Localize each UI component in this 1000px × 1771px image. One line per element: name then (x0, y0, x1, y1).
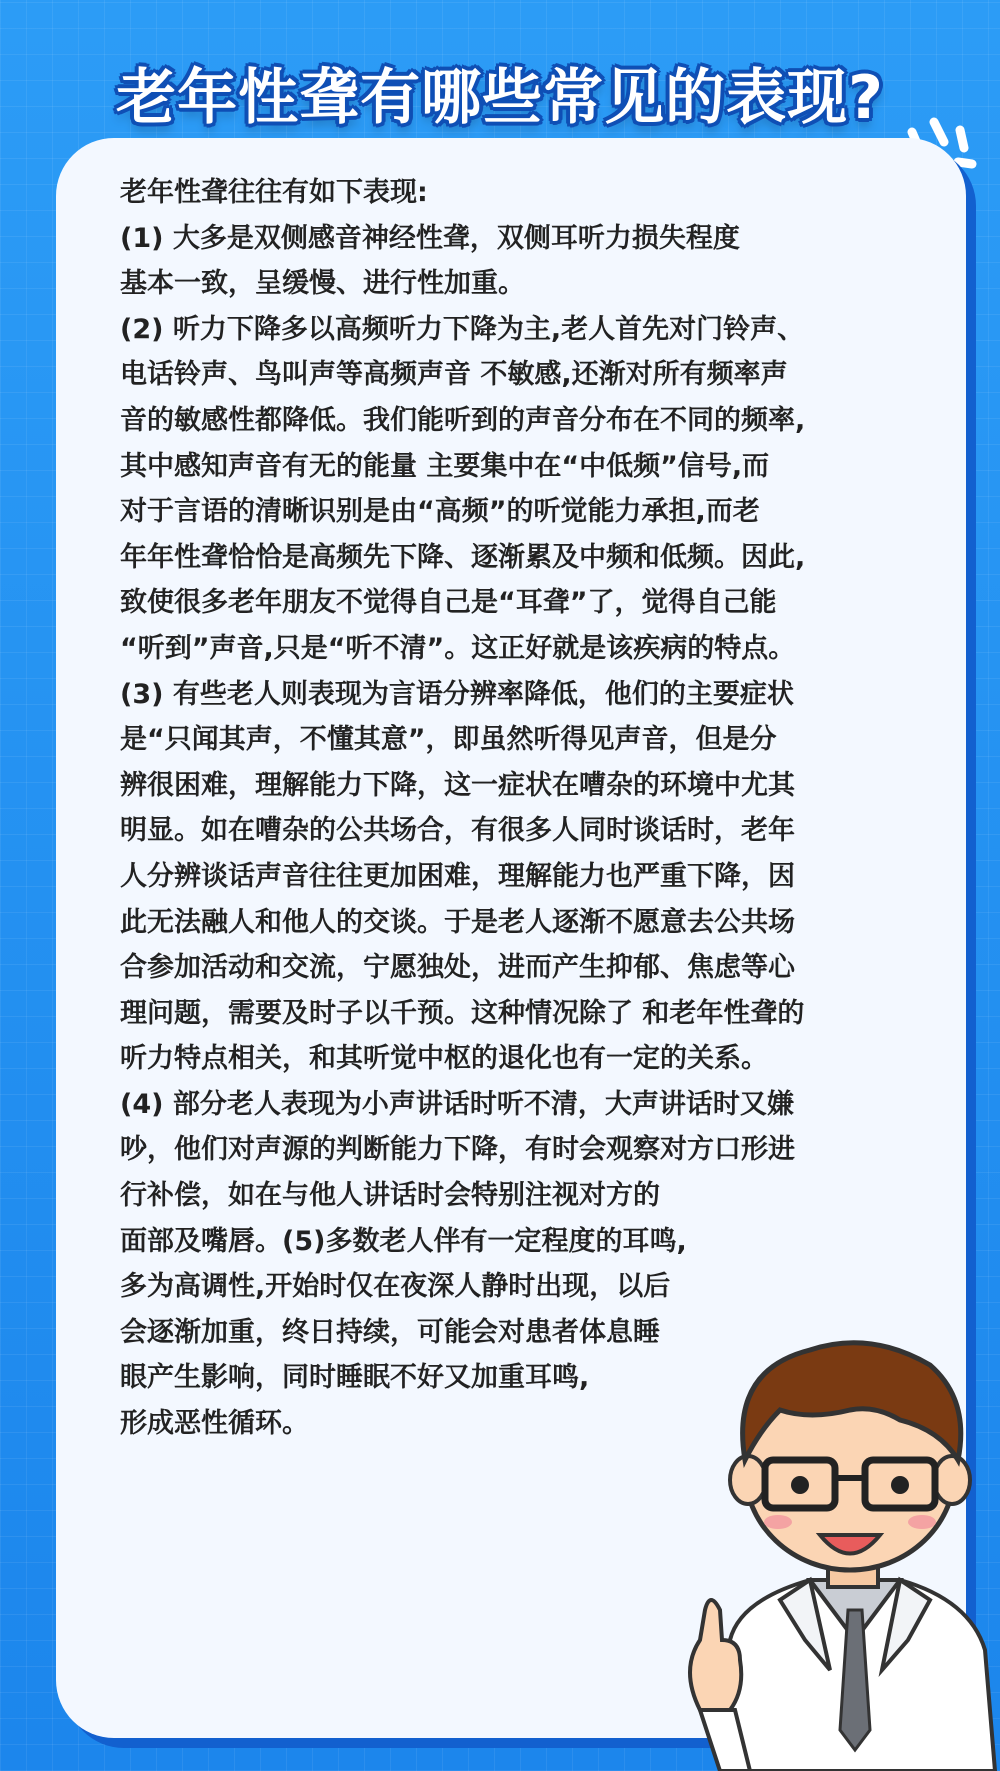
cartoon-doctor-illustration (660, 1310, 1000, 1771)
text-line: 形成恶性循环。 (120, 1408, 309, 1440)
text-line: 此无法融人和他人的交谈。于是老人逐渐不愿意去公共场 (120, 906, 795, 938)
article-body (120, 170, 960, 1447)
text-line: (4) 部分老人表现为小声讲话时听不清，大声讲话时又嫌 (120, 1088, 794, 1120)
text-line: 人分辨谈话声音往往更加困难，理解能力也严重下降，因 (120, 860, 795, 892)
text-line: 基本一致，呈缓慢、进行性加重。 (120, 268, 525, 300)
text-line: 面部及嘴唇。(5)多数老人伴有一定程度的耳鸣, (120, 1225, 687, 1257)
text-line: 听力特点相关，和其听觉中枢的退化也有一定的关系。 (120, 1043, 768, 1075)
text-line: (3) 有些老人则表现为言语分辨率降低，他们的主要症状 (120, 678, 794, 710)
text-line: 是“只闻其声，不懂其意”，即虽然听得见声音，但是分 (120, 724, 777, 756)
text-line: (1) 大多是双侧感音神经性聋，双侧耳听力损失程度 (120, 222, 740, 254)
text-line: 明显。如在嘈杂的公共场合，有很多人同时谈话时，老年 (120, 815, 795, 847)
text-line: (2) 听力下降多以高频听力下降为主,老人首先对门铃声、 (120, 313, 805, 345)
text-line: 对于言语的清晰识别是由“高频”的听觉能力承担,而老 (120, 496, 760, 528)
text-line: 理问题，需要及时子以千预。这种情况除了 和老年性聋的 (120, 997, 805, 1029)
page-title: 老年性聋有哪些常见的表现? (116, 63, 884, 133)
text-line: 年年性聋恰恰是高频先下降、逐渐累及中频和低频。因此, (120, 541, 806, 573)
text-line: “听到”声音,只是“听不清”。这正好就是该疾病的特点。 (120, 632, 796, 664)
text-line: 行补偿，如在与他人讲话时会特别注视对方的 (120, 1180, 660, 1212)
text-line: 其中感知声音有无的能量 主要集中在“中低频”信号,而 (120, 450, 770, 482)
text-line: 吵，他们对声源的判断能力下降，有时会观察对方口形进 (120, 1134, 795, 1166)
text-line: 音的敏感性都降低。我们能听到的声音分布在不同的频率, (120, 404, 806, 436)
text-line: 电话铃声、鸟叫声等高频声音 不敏感,还渐对所有频率声 (120, 359, 788, 391)
text-line: 多为高调性,开始时仅在夜深人静时出现，以后 (120, 1271, 671, 1303)
intro-line: 老年性聋往往有如下表现: (120, 177, 428, 208)
text-line: 会逐渐加重，终日持续，可能会对患者体息睡 (120, 1316, 660, 1348)
text-line: 合参加活动和交流，宁愿独处，进而产生抑郁、焦虑等心 (120, 952, 795, 984)
text-line: 眼产生影响，同时睡眠不好又加重耳鸣, (120, 1362, 590, 1394)
text-line: 致使很多老年朋友不觉得自己是“耳聋”了，觉得自己能 (120, 587, 777, 619)
text-line: 辨很困难，理解能力下降，这一症状在嘈杂的环境中尤其 (120, 769, 795, 801)
